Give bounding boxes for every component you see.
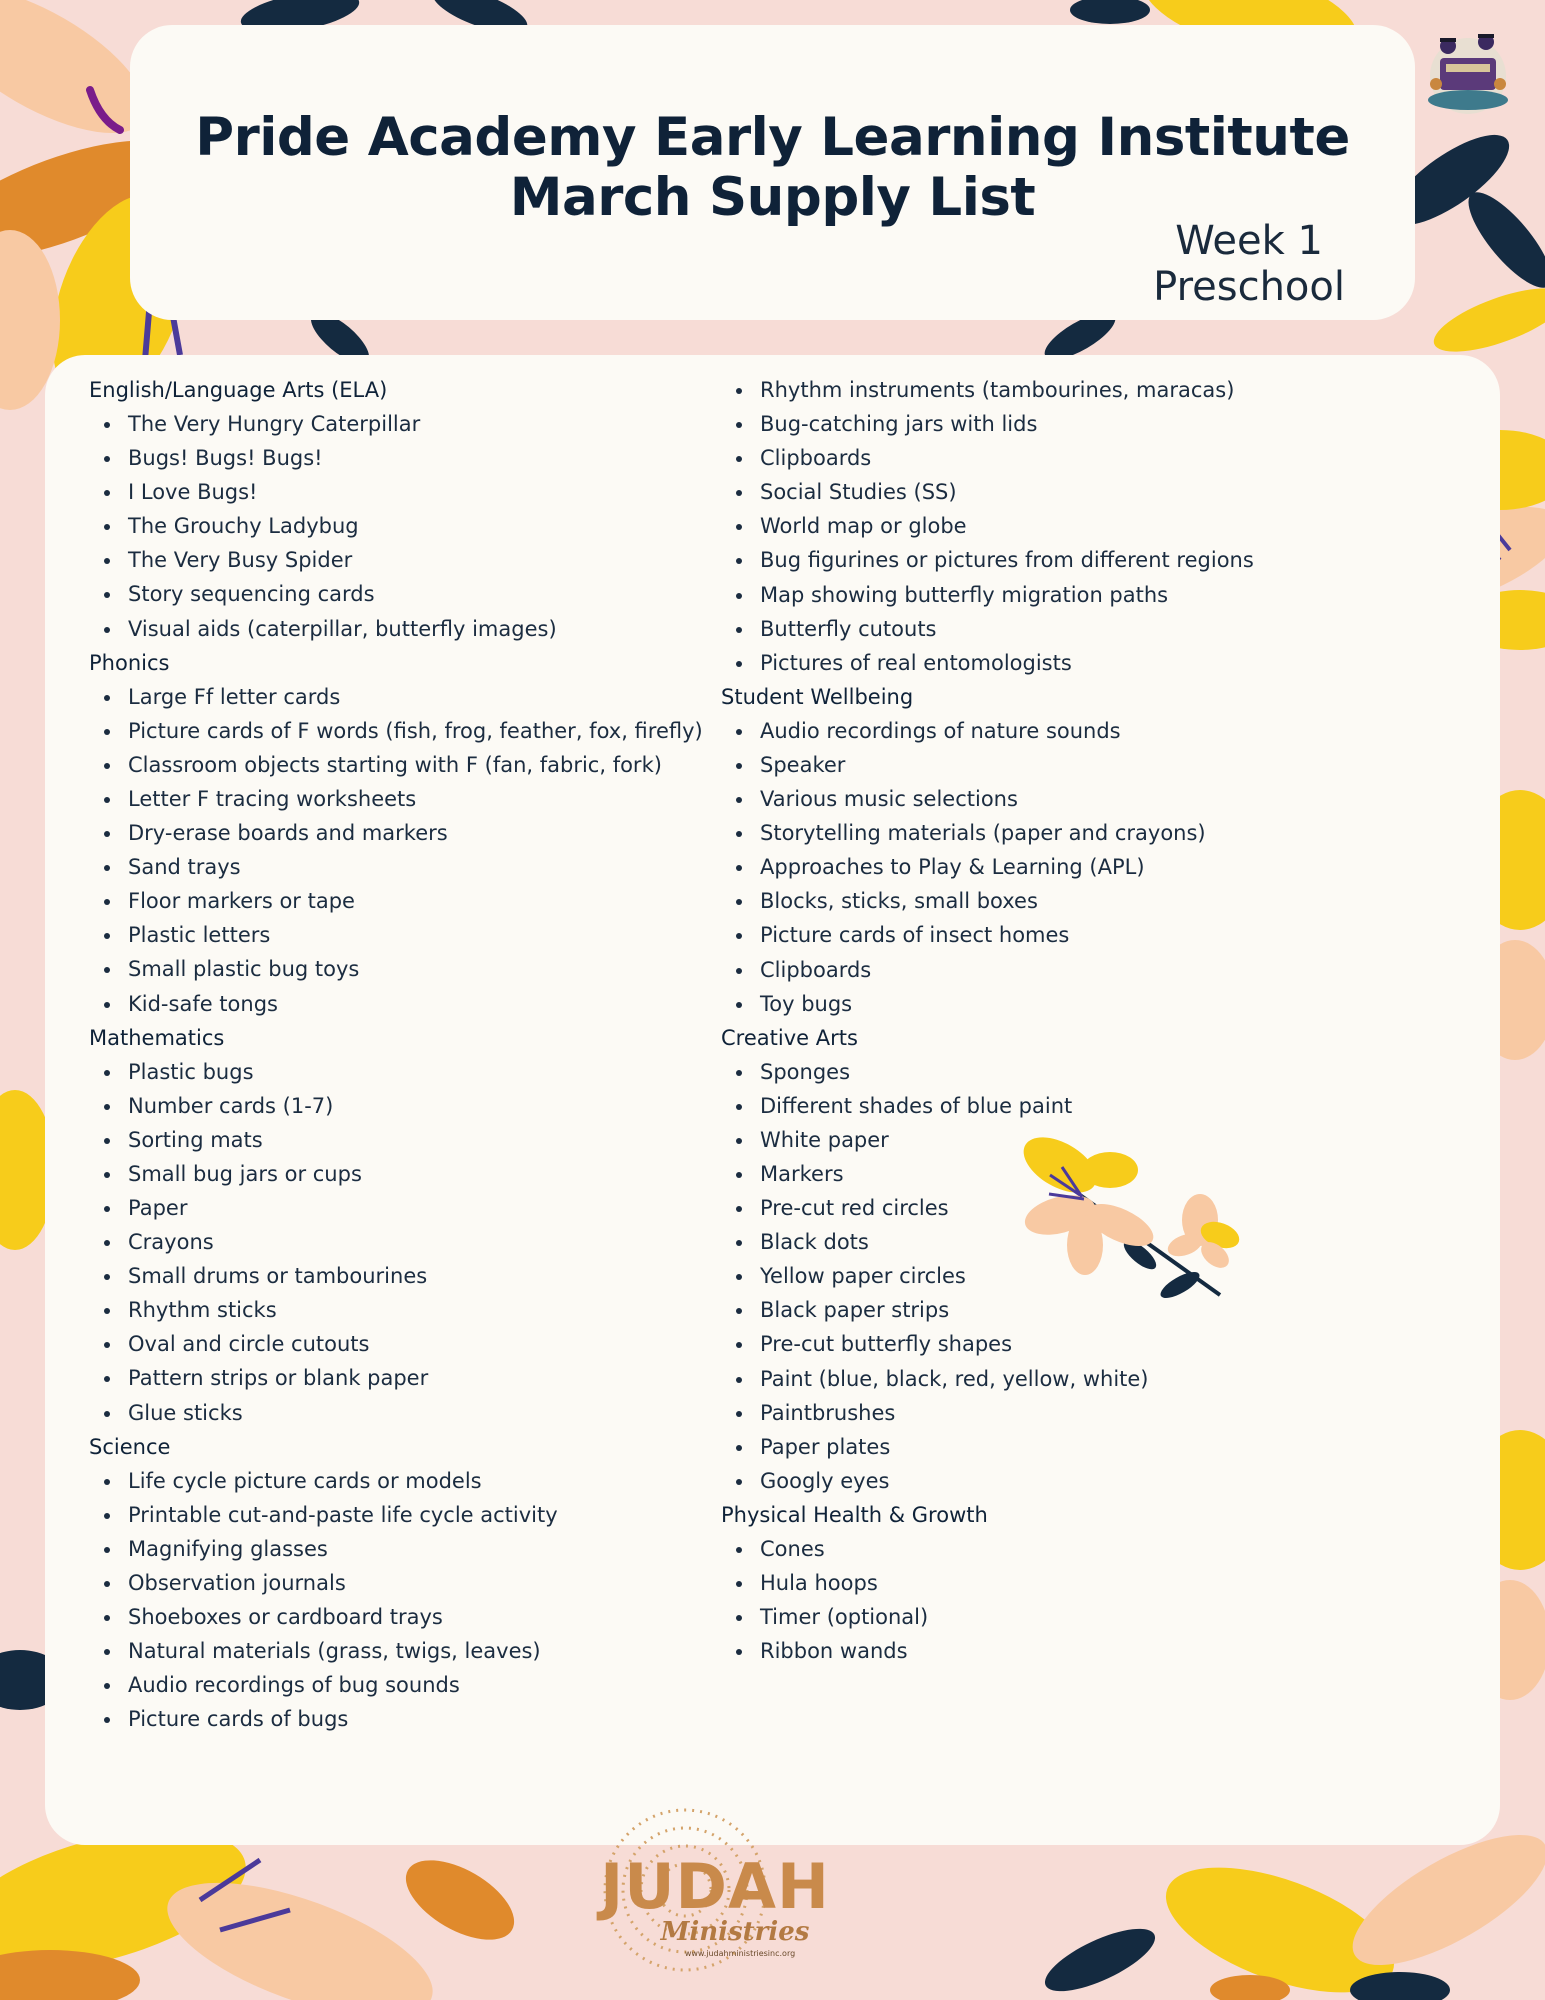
right-column bbox=[721, 373, 1421, 1668]
list-item: The Grouchy Ladybug bbox=[89, 509, 729, 543]
section-title: Student Wellbeing bbox=[721, 684, 914, 709]
list-item: Audio recordings of nature sounds bbox=[721, 714, 1421, 748]
supply-list bbox=[89, 680, 729, 1021]
list-item: Dry-erase boards and markers bbox=[89, 816, 729, 850]
page-title bbox=[0, 108, 1545, 228]
list-item: Rhythm instruments (tambourines, maracas) bbox=[721, 373, 1421, 407]
list-item: Plastic letters bbox=[89, 918, 729, 952]
list-item: Floor markers or tape bbox=[89, 884, 729, 918]
list-item: Yellow paper circles bbox=[721, 1259, 1421, 1293]
list-item: World map or globe bbox=[721, 509, 1421, 543]
list-item: Magnifying glasses bbox=[89, 1532, 729, 1566]
list-item: White paper bbox=[721, 1123, 1421, 1157]
section-title: Physical Health & Growth bbox=[721, 1502, 988, 1527]
supply-list bbox=[721, 714, 1421, 1021]
week-text: Week 1 bbox=[1175, 218, 1323, 264]
list-item: The Very Busy Spider bbox=[89, 543, 729, 577]
list-item: Natural materials (grass, twigs, leaves) bbox=[89, 1634, 729, 1668]
pride-academy-logo-icon bbox=[1418, 18, 1514, 118]
list-item: Pre-cut butterfly shapes bbox=[721, 1327, 1421, 1361]
logo-name: JUDAH bbox=[600, 1850, 830, 1923]
list-item: Printable cut-and-paste life cycle activity bbox=[89, 1498, 729, 1532]
list-item: Storytelling materials (paper and crayons) bbox=[721, 816, 1421, 850]
list-item: Paint (blue, black, red, yellow, white) bbox=[721, 1362, 1421, 1396]
left-column bbox=[89, 373, 729, 1736]
list-item: Audio recordings of bug sounds bbox=[89, 1668, 729, 1702]
list-item: Paintbrushes bbox=[721, 1396, 1421, 1430]
list-item: Large Ff letter cards bbox=[89, 680, 729, 714]
list-item: Paper plates bbox=[721, 1430, 1421, 1464]
supply-list bbox=[89, 1055, 729, 1430]
section-title: Science bbox=[89, 1434, 171, 1459]
supply-list bbox=[89, 1464, 729, 1737]
list-item: Letter F tracing worksheets bbox=[89, 782, 729, 816]
list-item: Black paper strips bbox=[721, 1293, 1421, 1327]
list-item: Cones bbox=[721, 1532, 1421, 1566]
list-item: Small drums or tambourines bbox=[89, 1259, 729, 1293]
list-item: Crayons bbox=[89, 1225, 729, 1259]
list-item: Clipboards bbox=[721, 953, 1421, 987]
list-item: Different shades of blue paint bbox=[721, 1089, 1421, 1123]
section-ela bbox=[89, 373, 729, 646]
list-item: Speaker bbox=[721, 748, 1421, 782]
list-item: Black dots bbox=[721, 1225, 1421, 1259]
list-item: Shoeboxes or cardboard trays bbox=[89, 1600, 729, 1634]
list-item: Social Studies (SS) bbox=[721, 475, 1421, 509]
list-item: Pattern strips or blank paper bbox=[89, 1361, 729, 1395]
section-title: Mathematics bbox=[89, 1025, 225, 1050]
list-item: Toy bugs bbox=[721, 987, 1421, 1021]
list-item: The Very Hungry Caterpillar bbox=[89, 407, 729, 441]
list-item: Oval and circle cutouts bbox=[89, 1327, 729, 1361]
logo-subtitle: Ministries bbox=[660, 1917, 810, 1947]
list-item: Rhythm sticks bbox=[89, 1293, 729, 1327]
list-item: Various music selections bbox=[721, 782, 1421, 816]
list-item: Glue sticks bbox=[89, 1396, 729, 1430]
list-item: Paper bbox=[89, 1191, 729, 1225]
list-item: Picture cards of bugs bbox=[89, 1702, 729, 1736]
section-title: Phonics bbox=[89, 650, 170, 675]
list-item: Life cycle picture cards or models bbox=[89, 1464, 729, 1498]
list-item: Bug figurines or pictures from different regions bbox=[721, 543, 1421, 577]
list-item: Picture cards of F words (fish, frog, feather, fox, firefly) bbox=[89, 714, 729, 748]
list-item: Blocks, sticks, small boxes bbox=[721, 884, 1421, 918]
list-item: Number cards (1-7) bbox=[89, 1089, 729, 1123]
supply-list-card bbox=[45, 355, 1500, 1845]
lily-flower-icon bbox=[1020, 1135, 1260, 1305]
list-item: Ribbon wands bbox=[721, 1634, 1421, 1668]
list-item: Googly eyes bbox=[721, 1464, 1421, 1498]
title-line-2: March Supply List bbox=[509, 167, 1036, 228]
list-item: Picture cards of insect homes bbox=[721, 918, 1421, 952]
list-item: Small plastic bug toys bbox=[89, 952, 729, 986]
list-item: I Love Bugs! bbox=[89, 475, 729, 509]
list-item: Story sequencing cards bbox=[89, 577, 729, 611]
logo-url: www.judahministriesinc.org bbox=[684, 1949, 796, 1958]
list-item: Clipboards bbox=[721, 441, 1421, 475]
list-item: Sand trays bbox=[89, 850, 729, 884]
list-item: Bug-catching jars with lids bbox=[721, 407, 1421, 441]
list-item: Classroom objects starting with F (fan, fabric, fork) bbox=[89, 748, 729, 782]
list-item: Markers bbox=[721, 1157, 1421, 1191]
list-item: Bugs! Bugs! Bugs! bbox=[89, 441, 729, 475]
list-item: Timer (optional) bbox=[721, 1600, 1421, 1634]
section-title: English/Language Arts (ELA) bbox=[89, 378, 388, 402]
list-item: Sponges bbox=[721, 1055, 1421, 1089]
list-item: Hula hoops bbox=[721, 1566, 1421, 1600]
list-item: Pre-cut red circles bbox=[721, 1191, 1421, 1225]
list-item: Pictures of real entomologists bbox=[721, 646, 1421, 680]
list-item: Visual aids (caterpillar, butterfly images) bbox=[89, 612, 729, 646]
list-item: Small bug jars or cups bbox=[89, 1157, 729, 1191]
list-item: Map showing butterfly migration paths bbox=[721, 578, 1421, 612]
supply-list-continued bbox=[721, 373, 1421, 680]
title-line-1: Pride Academy Early Learning Institute bbox=[195, 107, 1350, 168]
level-text: Preschool bbox=[1153, 264, 1345, 310]
section-title: Creative Arts bbox=[721, 1025, 858, 1050]
list-item: Plastic bugs bbox=[89, 1055, 729, 1089]
list-item: Approaches to Play & Learning (APL) bbox=[721, 850, 1421, 884]
section-student-wellbeing bbox=[721, 680, 1421, 1021]
section-mathematics bbox=[89, 1021, 729, 1430]
section-science bbox=[89, 1430, 729, 1737]
section-physical-health bbox=[721, 1498, 1421, 1668]
supply-list bbox=[721, 1532, 1421, 1668]
section-phonics bbox=[89, 646, 729, 1021]
supply-list bbox=[89, 407, 729, 646]
list-item: Butterfly cutouts bbox=[721, 612, 1421, 646]
list-item: Kid-safe tongs bbox=[89, 987, 729, 1021]
week-level-label bbox=[1153, 218, 1345, 310]
list-item: Observation journals bbox=[89, 1566, 729, 1600]
judah-ministries-logo bbox=[585, 1795, 845, 1985]
list-item: Sorting mats bbox=[89, 1123, 729, 1157]
